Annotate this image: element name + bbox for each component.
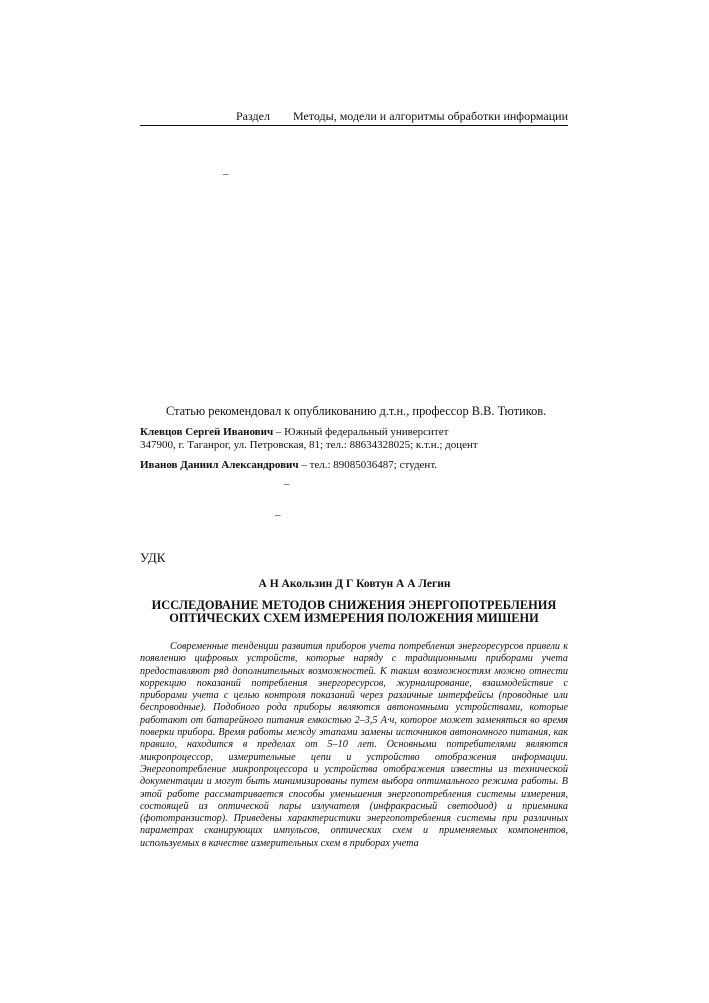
dash-mark: –	[284, 478, 290, 490]
recommendation-line: Статью рекомендовал к опубликованию д.т.н., профессор В.В. Тютиков.	[166, 404, 547, 418]
dash-mark: –	[275, 509, 281, 521]
author-affiliation: – Южный федеральный университет	[273, 426, 449, 438]
running-header	[140, 109, 568, 126]
udk-label: УДК	[140, 550, 166, 565]
header-section-title: Методы, модели и алгоритмы обработки информации	[292, 109, 568, 123]
header-section-label: Раздел	[236, 109, 270, 123]
abstract-text: Современные тенденции развития приборов учета потребления энергоресурсов привели к появлению цифровых устройств, которые наряду с традиционными приборами учета предоставляют ряд дополнительных возможностей. К таким возможностям можно отнести коррекцию показаний потребления энергоресурсов, журналирование, взаимодействие с приборами учета с целью контроля показаний через различные интерфейсы (проводные или беспроводные). Подобного рода приборы являются автономными устройствами, которые работают от батарейного питания емкостью 2–3,5 А·ч, которое может заменяться во время поверки прибора. Время работы между этапами замены источников автономного питания, как правило, находится в пределах от 5–10 лет. Основными потребителями являются микропроцессор, измерительные цепи и устройство отображения информации. Энергопотребление микропроцессора и устройства отображения известны из технической документации и могут быть минимизированы путем выбора оптимального режима работы. В этой работе рассматривается способы уменьшения энергопотребления системы измерения, состоящей из оптической пары излучателя (инфракрасный светодиод) и приемника (фототранзистор). Приведены характеристики энергопотребления системы при различных параметрах сканирующих импульсов, оптических схем и применяемых компонентов, используемых в качестве измерительных схем в приборах учета	[140, 641, 568, 849]
author-info-1	[140, 426, 448, 438]
article-authors: А Н Акользин Д Г Ковтун А А Легин	[258, 578, 451, 590]
author-info-2	[140, 459, 437, 471]
author-address: 347900, г. Таганрог, ул. Петровская, 81; тел.: 88634328025; к.т.н.; доцент	[140, 439, 478, 451]
dash-mark: –	[223, 168, 229, 180]
author-name: Иванов Даниил Александрович	[140, 459, 299, 471]
author-name: Клевцов Сергей Иванович	[140, 426, 274, 438]
abstract	[140, 641, 568, 850]
author-contact: – тел.: 89085036487; студент.	[298, 459, 438, 471]
article-title: ИССЛЕДОВАНИЕ МЕТОДОВ СНИЖЕНИЯ ЭНЕРГОПОТРЕБЛЕНИЯ ОПТИЧЕСКИХ СХЕМ ИЗМЕРЕНИЯ ПОЛОЖЕНИЯ МИШЕНИ	[151, 598, 557, 625]
